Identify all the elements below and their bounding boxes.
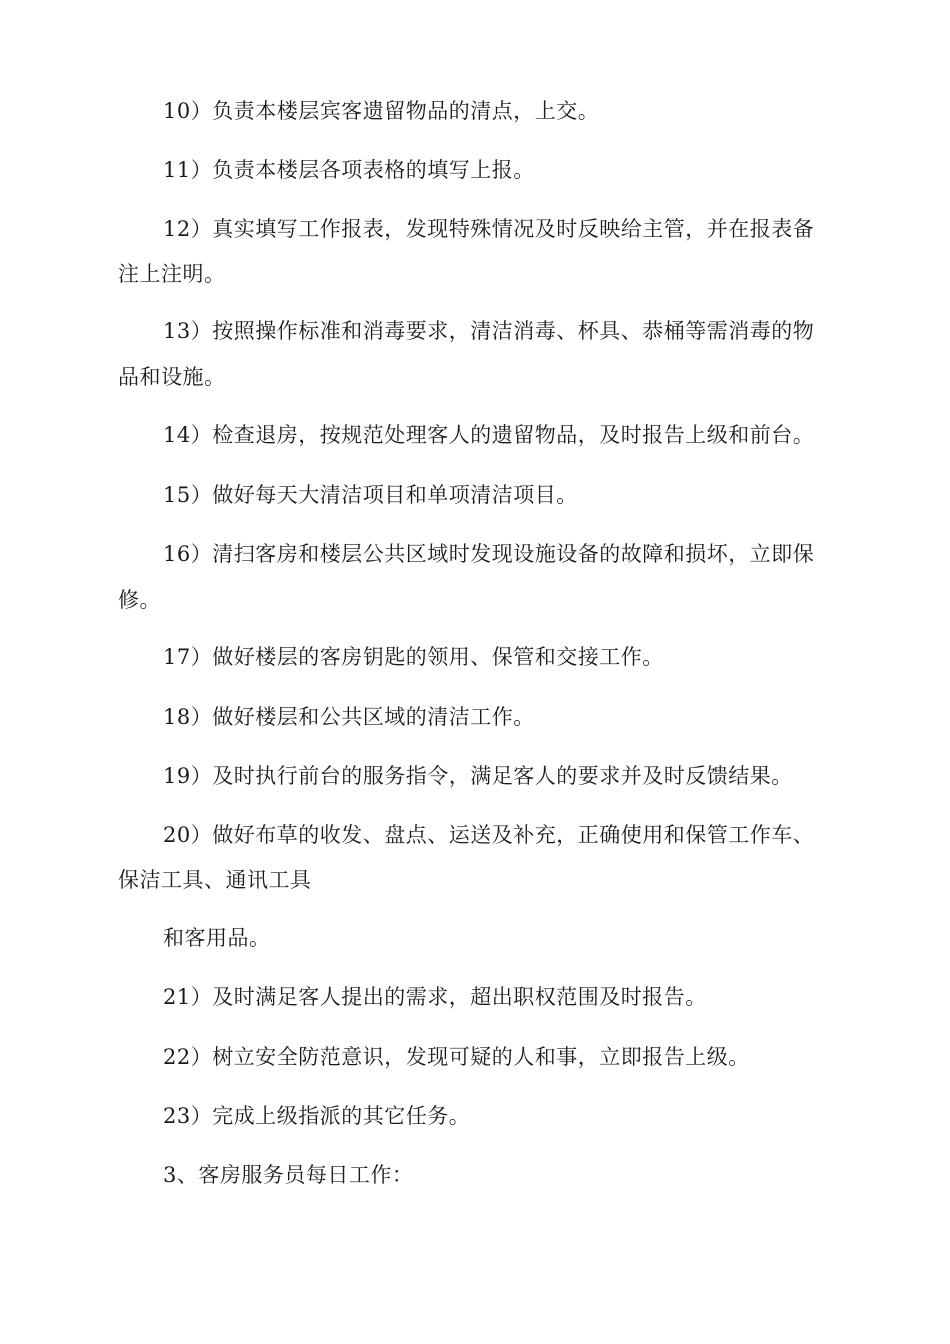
item-12-line-1: 12）真实填写工作报表，发现特殊情况及时反映给主管，并在报表备	[163, 217, 815, 241]
item-20-line-2: 保洁工具、通讯工具	[118, 868, 312, 892]
item-16-line-1: 16）清扫客房和楼层公共区域时发现设施设备的故障和损坏，立即保	[163, 542, 815, 566]
item-16-line-2: 修。	[118, 588, 161, 612]
item-13-line-2: 品和设施。	[118, 365, 226, 389]
item-18-line-1: 18）做好楼层和公共区域的清洁工作。	[163, 705, 535, 729]
item-15-line-1: 15）做好每天大清洁项目和单项清洁项目。	[163, 483, 578, 507]
item-11-line-1: 11）负责本楼层各项表格的填写上报。	[163, 158, 535, 182]
item-13-line-1: 13）按照操作标准和消毒要求，清洁消毒、杯具、恭桶等需消毒的物	[163, 319, 815, 343]
item-22-line-1: 22）树立安全防范意识，发现可疑的人和事，立即报告上级。	[163, 1045, 750, 1069]
item-12-line-2: 注上注明。	[118, 262, 226, 286]
item-20-line-1: 20）做好布草的收发、盘点、运送及补充，正确使用和保管工作车、	[163, 823, 815, 847]
item-20-continuation: 和客用品。	[163, 926, 271, 950]
item-14-line-1: 14）检查退房，按规范处理客人的遗留物品，及时报告上级和前台。	[163, 423, 815, 447]
item-10-line-1: 10）负责本楼层宾客遗留物品的清点，上交。	[163, 99, 600, 123]
item-19-line-1: 19）及时执行前台的服务指令，满足客人的要求并及时反馈结果。	[163, 764, 793, 788]
section-heading-3: 3、客房服务员每日工作：	[163, 1163, 414, 1187]
item-17-line-1: 17）做好楼层的客房钥匙的领用、保管和交接工作。	[163, 645, 664, 669]
item-21-line-1: 21）及时满足客人提出的需求，超出职权范围及时报告。	[163, 985, 707, 1009]
item-23-line-1: 23）完成上级指派的其它任务。	[163, 1104, 471, 1128]
